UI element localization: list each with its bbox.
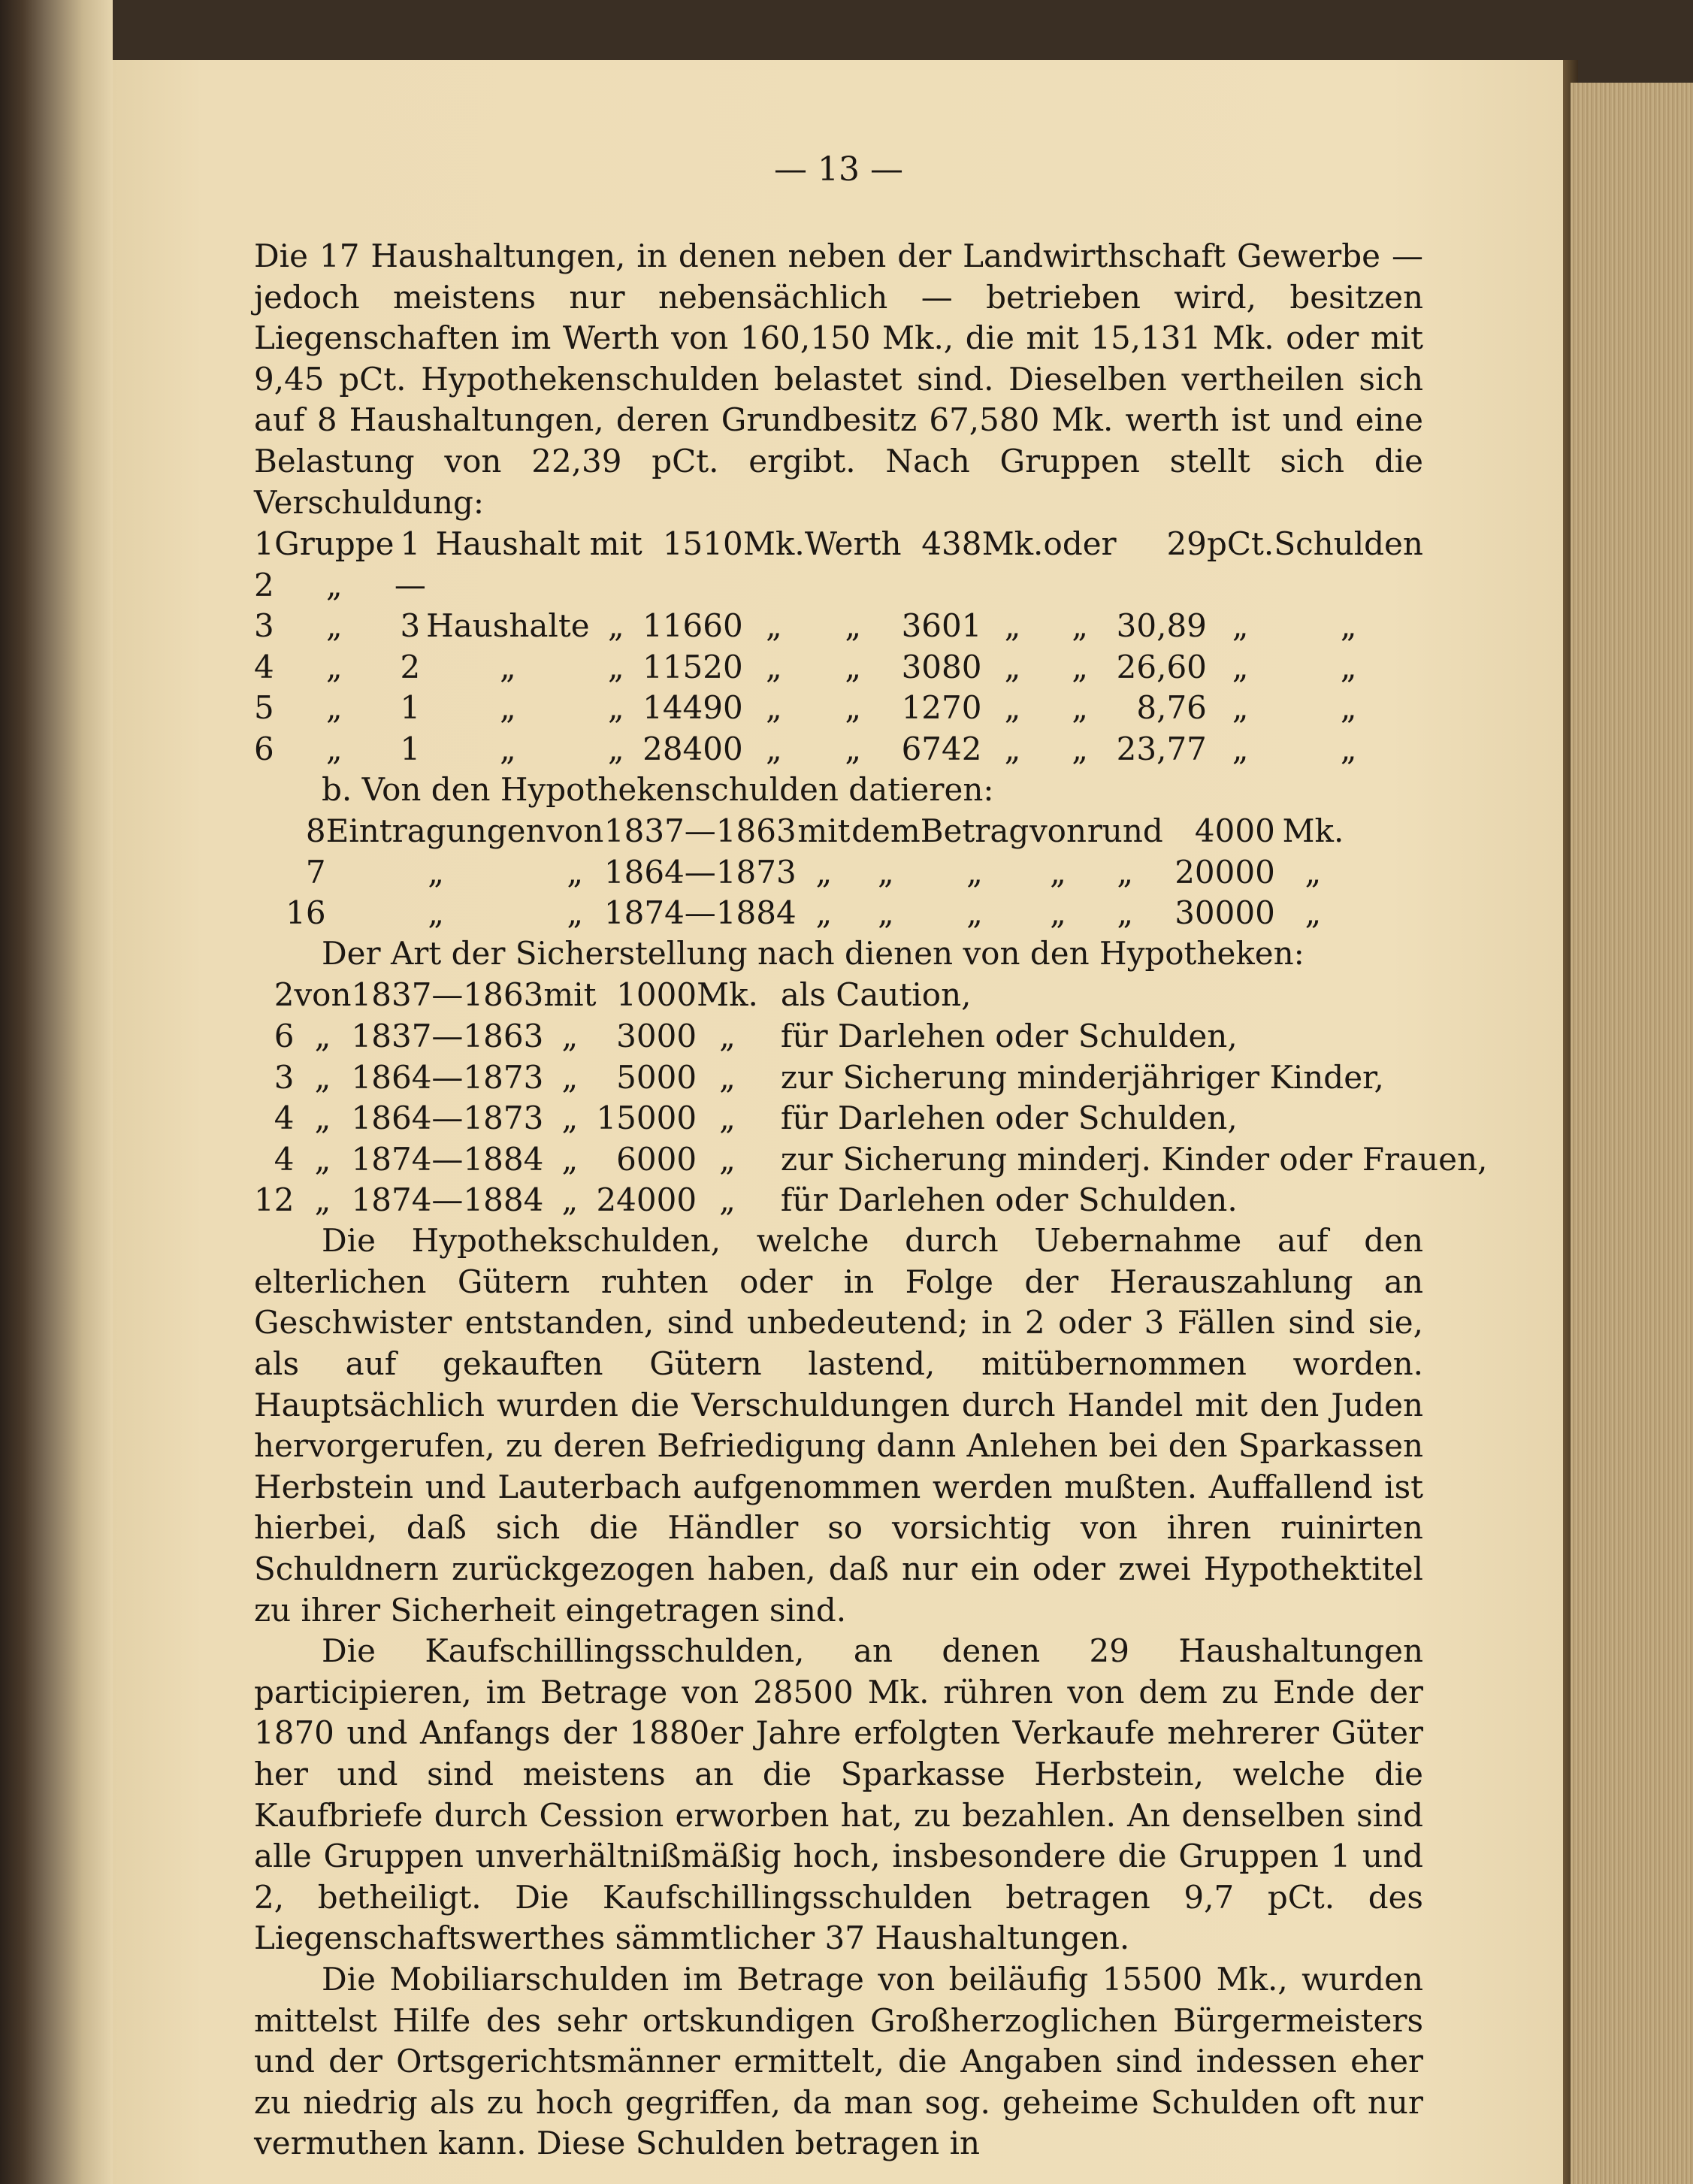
- group-row-cell: „: [1072, 689, 1088, 727]
- security-row: [254, 1097, 1487, 1139]
- security-row-cell: 6000: [616, 1140, 697, 1178]
- group-row-cell: 6742: [901, 730, 982, 767]
- dating-row-cell: „: [567, 894, 584, 932]
- dating-row-cell: 1874—1884: [603, 894, 797, 932]
- group-row-cell: „: [1340, 648, 1357, 685]
- dating-row-cell: von: [546, 812, 604, 850]
- dating-heading: b. Von den Hypothekenschulden datieren:: [322, 770, 994, 808]
- group-row-cell: 4: [254, 648, 274, 685]
- security-row-cell: 24000: [596, 1181, 697, 1219]
- group-row-cell: 3: [400, 607, 421, 645]
- dating-row: [284, 852, 1351, 893]
- group-row-cell: 5: [254, 689, 274, 727]
- group-row-cell: „: [607, 607, 624, 645]
- group-row-cell: [1207, 564, 1274, 606]
- security-heading: Der Art der Sicherstellung nach dienen von den Hypotheken:: [322, 935, 1305, 973]
- paragraph-1: Die 17 Haushaltungen, in denen neben der Landwirthschaft Gewerbe — jedoch meistens nur nebensächlich — betrieben wird, besitzen Liegenschaften im Werth von 160,150 Mk., die mit 15,131 Mk. oder mit 9,45 pCt. Hypothekenschulden belastet sind. Dieselben vertheilen sich auf 8 Haushaltungen, deren Grundbesitz 67,580 Mk. werth ist und eine Belastung von 22,39 pCt. ergibt. Nach Gruppen stellt sich die Verschuldung:: [254, 237, 1423, 521]
- dating-row-cell: „: [815, 894, 833, 932]
- security-row-cell: „: [719, 1140, 736, 1178]
- security-row-cell: 2: [274, 976, 295, 1014]
- group-row-cell: 28400: [642, 730, 743, 767]
- group-row-cell: Mk.: [981, 525, 1044, 562]
- group-row-cell: mit: [589, 525, 642, 562]
- group-row-cell: 438: [921, 525, 982, 562]
- paragraph-2: Die Hypothekschulden, welche durch Uebernahme auf den elterlichen Gütern ruhten oder in Folge der Herauszahlung an Geschwister entstanden, sind unbedeutend; in 2 oder 3 Fällen sind sie, als auf gekauften Gütern lastend, mitübernommen worden. Hauptsächlich wurden die Verschuldungen durch Handel mit den Juden hervorgerufen, zu deren Befriedigung dann Anlehen bei den Sparkassen Herbstein und Lauterbach aufgenommen werden mußten. Auffallend ist hierbei, daß sich die Händler so vorsichtig von ihren ruinirten Schuldnern zurückgezogen haben, daß nur ein oder zwei Hypothektitel zu ihrer Sicherheit eingetragen sind.: [254, 1222, 1423, 1629]
- security-row-cell: 1874—1884: [351, 1140, 544, 1178]
- paragraph-4: Die Mobiliarschulden im Betrage von beiläufig 15500 Mk., wurden mittelst Hilfe des sehr ortskundigen Großherzoglichen Bürgermeisters und der Ortsgerichtsmänner ermittelt, die Angaben sind indessen eher zu niedrig als zu hoch gegriffen, da man sog. geheime Schulden oft nur vermuthen kann. Diese Schulden betragen in: [254, 1960, 1423, 2162]
- dating-row-cell: „: [1050, 894, 1066, 932]
- group-row-cell: „: [499, 730, 516, 767]
- group-row-cell: „: [1232, 730, 1249, 767]
- group-row-cell: Gruppe: [274, 525, 395, 562]
- group-row: [254, 646, 1423, 688]
- group-row-cell: „: [499, 648, 516, 685]
- security-row: [254, 975, 1487, 1016]
- group-row-cell: 1: [254, 525, 274, 562]
- security-row: [254, 1180, 1487, 1221]
- security-row-cell: „: [561, 1058, 579, 1096]
- group-row-cell: „: [845, 730, 862, 767]
- dating-row-cell: „: [1305, 853, 1322, 891]
- group-row-cell: „: [1232, 607, 1249, 645]
- dating-row-cell: Betrag: [920, 812, 1029, 850]
- group-row-cell: „: [765, 648, 782, 685]
- dating-row: [284, 893, 1351, 934]
- group-row-cell: „: [765, 607, 782, 645]
- group-row: [254, 523, 1423, 564]
- group-row-cell: Mk.: [742, 525, 805, 562]
- group-row-cell: 6: [254, 730, 274, 767]
- group-row-cell: [902, 564, 982, 606]
- dating-row-cell: 1864—1873: [603, 853, 797, 891]
- group-row-cell: „: [325, 730, 343, 767]
- security-row-cell: „: [719, 1181, 736, 1219]
- security-row-cell: „: [719, 1058, 736, 1096]
- security-row-cell: von: [294, 976, 352, 1014]
- group-row-cell: 2: [254, 566, 274, 603]
- group-row-cell: „: [845, 689, 862, 727]
- security-row-cell: „: [561, 1018, 579, 1055]
- dating-row-cell: 4000: [1194, 812, 1275, 850]
- security-row-cell: Mk.: [697, 976, 758, 1014]
- page-text: [254, 150, 1488, 2164]
- group-row-cell: „: [1232, 689, 1249, 727]
- book-spine: [0, 0, 113, 2184]
- security-row-cell: „: [561, 1140, 579, 1178]
- dating-row-cell: „: [1050, 853, 1066, 891]
- group-row-cell: „: [499, 689, 516, 727]
- group-row-cell: 1270: [901, 689, 982, 727]
- group-row-cell: 29: [1166, 525, 1207, 562]
- group-row: [254, 605, 1423, 646]
- group-row-cell: [426, 564, 590, 606]
- security-row-cell: 1874—1884: [351, 1181, 544, 1219]
- page-number: — 13 —: [774, 150, 903, 189]
- dating-row-cell: 1837—1863: [603, 812, 797, 850]
- dating-row-cell: 16: [286, 894, 326, 932]
- dating-row-cell: mit: [797, 812, 851, 850]
- dating-row-cell: dem: [851, 812, 921, 850]
- group-row-cell: 26,60: [1116, 648, 1207, 685]
- security-row-cell: 15000: [596, 1100, 697, 1137]
- security-row-cell: „: [719, 1018, 736, 1055]
- group-row-cell: 1: [400, 730, 421, 767]
- dating-row-cell: Eintragungen: [325, 812, 546, 850]
- groups-table: [254, 523, 1423, 770]
- group-row-cell: „: [1004, 607, 1021, 645]
- group-row-cell: „: [325, 689, 343, 727]
- dating-row-cell: 20000: [1175, 853, 1275, 891]
- group-row-cell: „: [1340, 607, 1357, 645]
- group-row-cell: „: [607, 648, 624, 685]
- security-row-cell: mit: [543, 976, 597, 1014]
- security-row-cell: 6: [274, 1018, 295, 1055]
- group-row-cell: „: [1004, 689, 1021, 727]
- security-row: [254, 1139, 1487, 1180]
- group-row-cell: 11660: [642, 607, 743, 645]
- security-row-cell: „: [314, 1058, 331, 1096]
- group-row-cell: 30,89: [1116, 607, 1207, 645]
- group-row-cell: oder: [1043, 525, 1117, 562]
- group-row-cell: [805, 564, 902, 606]
- security-row-cell: „: [314, 1100, 331, 1137]
- dating-table: [284, 810, 1351, 933]
- security-table: [254, 975, 1487, 1221]
- security-row-cell: 4: [274, 1100, 295, 1137]
- group-row-cell: pCt.: [1206, 525, 1274, 562]
- security-row-cell: „: [561, 1181, 579, 1219]
- group-row-cell: „: [607, 689, 624, 727]
- dating-row-cell: „: [428, 853, 444, 891]
- dating-row-cell: „: [567, 853, 584, 891]
- security-row-cell: zur Sicherung minderj. Kinder oder Frauen,: [780, 1140, 1488, 1178]
- security-row-cell: für Darlehen oder Schulden,: [780, 1100, 1238, 1137]
- group-row-cell: „: [607, 730, 624, 767]
- group-row-cell: 11520: [642, 648, 743, 685]
- security-row-cell: 4: [274, 1140, 295, 1178]
- group-row-cell: „: [1072, 730, 1088, 767]
- group-row-cell: „: [1340, 689, 1357, 727]
- security-row-cell: 3000: [616, 1018, 697, 1055]
- security-row-cell: „: [561, 1100, 579, 1137]
- dating-row-cell: 7: [305, 853, 326, 891]
- group-row-cell: [590, 564, 642, 606]
- group-row-cell: [1117, 564, 1207, 606]
- security-row-cell: 1864—1873: [351, 1100, 544, 1137]
- group-row-cell: Haushalt: [435, 525, 581, 562]
- group-row-cell: Werth: [804, 525, 902, 562]
- group-row-cell: „: [1072, 607, 1088, 645]
- group-row-cell: „: [1004, 648, 1021, 685]
- group-row-cell: 14490: [642, 689, 743, 727]
- security-row-cell: 12: [254, 1181, 295, 1219]
- security-row-cell: zur Sicherung minderjähriger Kinder,: [780, 1058, 1384, 1096]
- group-row-cell: 23,77: [1116, 730, 1207, 767]
- dating-row-cell: „: [1305, 894, 1322, 932]
- security-row-cell: 1864—1873: [351, 1058, 544, 1096]
- group-row-cell: „: [765, 730, 782, 767]
- security-row-cell: als Caution,: [780, 976, 972, 1014]
- page-edges: [1571, 83, 1693, 2184]
- group-row-cell: [981, 564, 1043, 606]
- group-row-cell: „: [845, 648, 862, 685]
- dating-row-cell: „: [428, 894, 444, 932]
- group-row-cell: [1274, 564, 1423, 606]
- group-row-cell: 3601: [901, 607, 982, 645]
- group-row-cell: [1044, 564, 1117, 606]
- dating-row: [284, 810, 1351, 852]
- security-row-cell: 5000: [616, 1058, 697, 1096]
- group-row-cell: [642, 564, 743, 606]
- group-row-cell: „: [325, 648, 343, 685]
- group-row: [254, 688, 1423, 729]
- dating-row-cell: „: [1117, 853, 1134, 891]
- group-row-cell: Haushalte: [426, 607, 590, 645]
- dating-row-cell: „: [966, 894, 983, 932]
- dating-row-cell: „: [1117, 894, 1134, 932]
- security-row-cell: 3: [274, 1058, 295, 1096]
- dating-row-cell: 30000: [1175, 894, 1275, 932]
- group-row: [254, 564, 1423, 606]
- group-row-cell: 8,76: [1136, 689, 1207, 727]
- group-row-cell: [743, 564, 805, 606]
- dating-row-cell: Mk.: [1282, 812, 1344, 850]
- group-row-cell: „: [1004, 730, 1021, 767]
- security-row-cell: „: [314, 1181, 331, 1219]
- group-row-cell: Schulden: [1274, 525, 1423, 562]
- group-row-cell: „: [1232, 648, 1249, 685]
- security-row-cell: „: [719, 1100, 736, 1137]
- group-row-cell: —: [394, 566, 426, 603]
- group-row-cell: 1: [400, 525, 421, 562]
- security-row-cell: 1837—1863: [351, 1018, 544, 1055]
- group-row-cell: 1: [400, 689, 421, 727]
- security-row-cell: 1837—1863: [351, 976, 544, 1014]
- security-row-cell: „: [314, 1140, 331, 1178]
- group-row-cell: „: [325, 607, 343, 645]
- group-row-cell: 1510: [662, 525, 743, 562]
- dating-row-cell: „: [815, 853, 833, 891]
- group-row-cell: „: [845, 607, 862, 645]
- security-row: [254, 1057, 1487, 1098]
- group-row-cell: „: [765, 689, 782, 727]
- group-row-cell: „: [1072, 648, 1088, 685]
- dating-row-cell: „: [966, 853, 983, 891]
- dating-row-cell: rund: [1087, 812, 1163, 850]
- dating-row-cell: „: [878, 894, 894, 932]
- group-row: [254, 728, 1423, 770]
- security-row-cell: 1000: [616, 976, 697, 1014]
- dating-row-cell: „: [878, 853, 894, 891]
- group-row-cell: 3080: [901, 648, 982, 685]
- security-row: [254, 1015, 1487, 1057]
- group-row-cell: „: [1340, 730, 1357, 767]
- group-row-cell: 3: [254, 607, 274, 645]
- group-row-cell: „: [325, 566, 343, 603]
- paragraph-3: Die Kaufschillingsschulden, an denen 29 Haushaltungen participieren, im Betrage von 28500 Mk. rühren von dem zu Ende der 1870 und Anfangs der 1880er Jahre erfolgten Verkaufe mehrerer Güter her und sind meistens an die Sparkasse Herbstein, welche die Kaufbriefe durch Cession erworben hat, zu bezahlen. An denselben sind alle Gruppen unverhältnißmäßig hoch, insbesondere die Gruppen 1 und 2, betheiligt. Die Kaufschillingsschulden betragen 9,7 pCt. des Liegenschaftswerthes sämmtlicher 37 Haushaltungen.: [254, 1632, 1423, 1957]
- security-row-cell: „: [314, 1018, 331, 1055]
- dating-row-cell: 8: [305, 812, 326, 850]
- group-row-cell: 2: [400, 648, 421, 685]
- dating-row-cell: von: [1029, 812, 1087, 850]
- security-row-cell: für Darlehen oder Schulden,: [780, 1018, 1238, 1055]
- security-row-cell: für Darlehen oder Schulden.: [780, 1181, 1238, 1219]
